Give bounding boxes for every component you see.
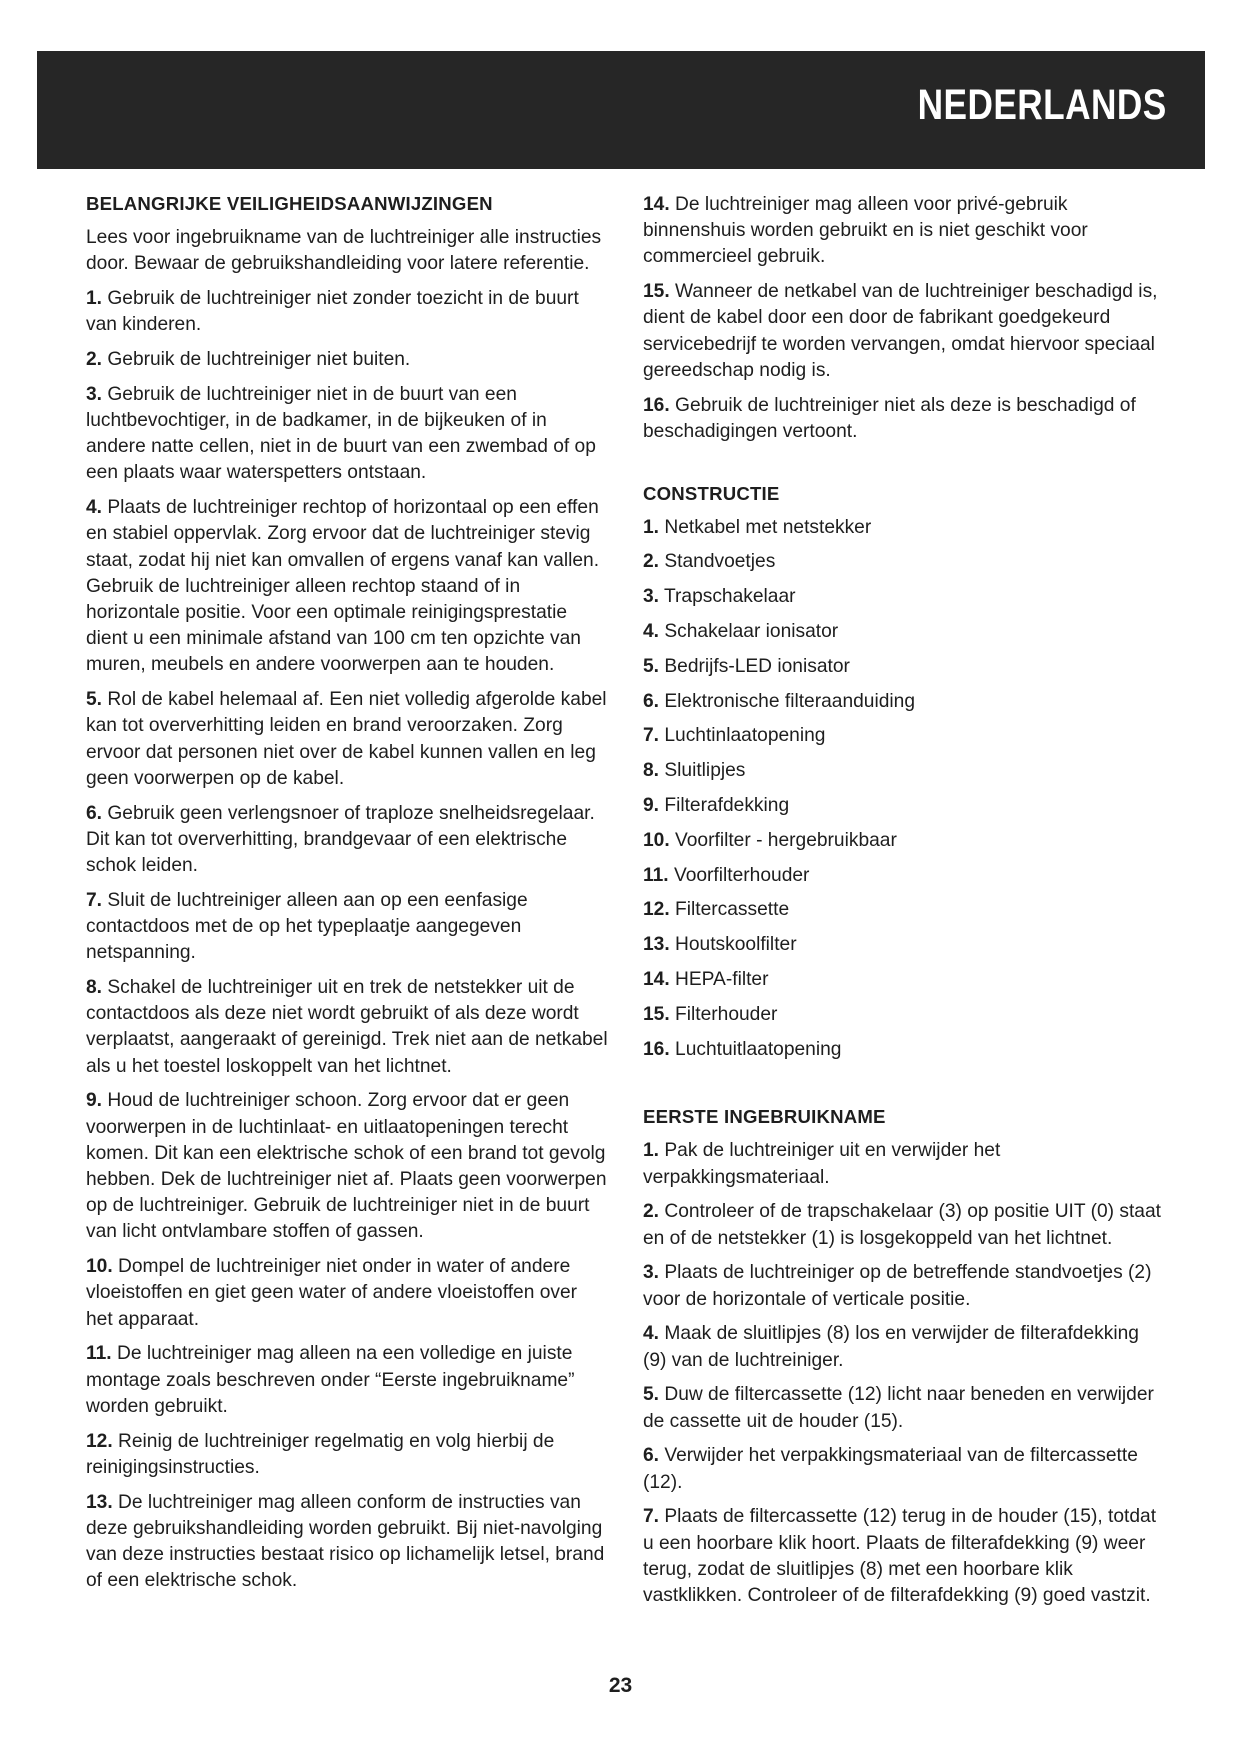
item-text: Gebruik de luchtreiniger niet als deze is beschadigd of beschadigingen vertoont. bbox=[643, 394, 1136, 442]
safety-item bbox=[86, 975, 608, 1080]
item-text: De luchtreiniger mag alleen conform de instructies van deze gebruikshandleiding worden gebruikt. Bij niet-navolging van deze instructies bestaat risico op lichamelijk letsel, brand of een elektrische schok. bbox=[86, 1491, 605, 1592]
safety-item bbox=[86, 382, 608, 487]
item-number: 14. bbox=[643, 968, 670, 990]
item-text: Netkabel met netstekker bbox=[659, 516, 872, 538]
item-number: 8. bbox=[643, 760, 660, 782]
construction-item bbox=[643, 932, 1165, 958]
item-number: 12. bbox=[86, 1430, 113, 1452]
left-column bbox=[86, 192, 608, 1603]
safety-item bbox=[86, 347, 608, 373]
section-spacer bbox=[643, 1071, 1165, 1105]
item-text: Gebruik de luchtreiniger niet zonder toezicht in de buurt van kinderen. bbox=[86, 288, 579, 336]
first-use-item bbox=[643, 1321, 1165, 1373]
construction-item bbox=[643, 758, 1165, 784]
safety-list-part1 bbox=[86, 286, 608, 1594]
item-text: Rol de kabel helemaal af. Een niet volledig afgerolde kabel kan tot oververhitting leiden en brand veroorzaken. Zorg ervoor dat personen niet over de kabel kunnen vallen en leg geen voorwerpen op de kabel. bbox=[86, 689, 607, 789]
item-number: 4. bbox=[643, 1323, 660, 1345]
item-number: 14. bbox=[643, 194, 670, 215]
item-number: 13. bbox=[643, 934, 670, 956]
construction-item bbox=[643, 723, 1165, 749]
construction-item bbox=[643, 515, 1165, 541]
item-text: Standvoetjes bbox=[659, 551, 776, 573]
construction-item bbox=[643, 1037, 1165, 1063]
item-text: Voorfilter - hergebruikbaar bbox=[669, 829, 897, 851]
item-text: De luchtreiniger mag alleen na een volledige en juiste montage zoals beschreven onder “Eerste ingebruikname” worden gebruikt. bbox=[86, 1343, 575, 1417]
safety-item bbox=[86, 801, 608, 880]
item-text: Gebruik de luchtreiniger niet in de buurt van een luchtbevochtiger, in de badkamer, in de bijkeuken of in andere natte cellen, niet in de buurt van een zwembad of op een plaats waar waterspetters ontstaan. bbox=[86, 383, 596, 484]
item-text: Elektronische filteraanduiding bbox=[659, 690, 916, 712]
section-spacer bbox=[643, 454, 1165, 482]
item-text: HEPA-filter bbox=[669, 968, 769, 990]
item-text: Controleer of de trapschakelaar (3) op positie UIT (0) staat en of de netstekker (1) is losgekoppeld van het lichtnet. bbox=[643, 1201, 1161, 1249]
item-number: 1. bbox=[643, 1140, 660, 1162]
item-number: 9. bbox=[643, 794, 660, 816]
item-number: 11. bbox=[643, 864, 669, 886]
item-text: Filterhouder bbox=[669, 1003, 778, 1025]
safety-item bbox=[86, 1088, 608, 1245]
item-number: 5. bbox=[643, 655, 660, 677]
item-number: 3. bbox=[643, 586, 660, 608]
item-number: 1. bbox=[643, 516, 660, 538]
item-number: 6. bbox=[643, 1445, 660, 1467]
safety-item bbox=[86, 495, 608, 678]
item-number: 13. bbox=[86, 1491, 113, 1513]
item-number: 16. bbox=[643, 1038, 670, 1060]
item-text: Voorfilterhouder bbox=[668, 864, 810, 886]
item-number: 2. bbox=[86, 349, 103, 370]
construction-item bbox=[643, 793, 1165, 819]
item-text: Trapschakelaar bbox=[659, 586, 796, 608]
item-text: Bedrijfs-LED ionisator bbox=[659, 655, 850, 677]
item-text: Plaats de luchtreiniger rechtop of horizontaal op een effen en stabiel oppervlak. Zorg ervoor dat de luchtreiniger stevig staat, zodat hij niet kan omvallen of ergens vanaf kan vallen. Gebruik de luchtreiniger alleen rechtop staand of in horizontale positie. Voor een optimale reinigingsprestatie dient u een minimale afstand van 100 cm ten opzichte van muren, meubels en andere voorwerpen aan te houden. bbox=[86, 497, 600, 676]
safety-item bbox=[86, 1429, 608, 1481]
safety-item bbox=[86, 1490, 608, 1595]
item-text: Gebruik geen verlengsnoer of traploze snelheidsregelaar. Dit kan tot oververhitting, brandgevaar of een elektrische schok leiden. bbox=[86, 802, 595, 877]
construction-item bbox=[643, 654, 1165, 680]
item-text: Pak de luchtreiniger uit en verwijder het verpakkingsmateriaal. bbox=[643, 1140, 1001, 1188]
item-text: Houtskoolfilter bbox=[669, 934, 797, 956]
first-use-item bbox=[643, 1443, 1165, 1495]
construction-item bbox=[643, 967, 1165, 993]
right-column bbox=[643, 192, 1165, 1618]
first-use-list bbox=[643, 1138, 1165, 1609]
item-number: 15. bbox=[643, 1003, 670, 1025]
construction-item bbox=[643, 897, 1165, 923]
safety-item bbox=[86, 888, 608, 967]
item-text: Gebruik de luchtreiniger niet buiten. bbox=[102, 349, 411, 370]
item-text: Luchtuitlaatopening bbox=[669, 1038, 842, 1060]
item-text: Luchtinlaatopening bbox=[659, 725, 826, 747]
language-header-bar bbox=[37, 51, 1205, 169]
construction-list bbox=[643, 515, 1165, 1063]
safety-item bbox=[86, 687, 608, 792]
item-number: 3. bbox=[86, 383, 103, 405]
construction-item bbox=[643, 584, 1165, 610]
item-number: 4. bbox=[86, 497, 103, 519]
item-number: 9. bbox=[86, 1090, 103, 1112]
item-number: 12. bbox=[643, 899, 670, 921]
first-use-item bbox=[643, 1138, 1165, 1190]
item-text: Schakelaar ionisator bbox=[659, 621, 839, 642]
item-number: 8. bbox=[86, 977, 103, 999]
item-text: Maak de sluitlipjes (8) los en verwijder de filterafdekking (9) van de luchtreiniger. bbox=[643, 1323, 1139, 1371]
item-text: Schakel de luchtreiniger uit en trek de netstekker uit de contactdoos als deze niet wordt gebruikt of als deze wordt verplaatst, aangeraakt of gereinigd. Trek niet aan de netkabel als u het toestel loskoppelt van het lichtnet. bbox=[86, 977, 608, 1077]
item-text: Plaats de filtercassette (12) terug in de houder (15), totdat u een hoorbare klik hoort. Plaats de filterafdekking (9) weer terug, zodat de sluitlipjes (8) met een hoorbare klik vastklikken. Controleer of de filterafdekking (9) goed vastzit. bbox=[643, 1506, 1157, 1606]
safety-item bbox=[643, 192, 1165, 271]
item-number: 5. bbox=[643, 1384, 660, 1406]
safety-intro: Lees voor ingebruikname van de luchtreiniger alle instructies door. Bewaar de gebruikshandleiding voor latere referentie. bbox=[86, 227, 602, 275]
item-text: Plaats de luchtreiniger op de betreffende standvoetjes (2) voor de horizontale of verticale positie. bbox=[643, 1262, 1152, 1310]
item-number: 1. bbox=[86, 288, 103, 309]
item-number: 15. bbox=[643, 281, 670, 303]
safety-list-part2 bbox=[643, 192, 1165, 445]
first-use-item bbox=[643, 1260, 1165, 1312]
item-number: 7. bbox=[643, 725, 660, 747]
item-number: 4. bbox=[643, 621, 660, 642]
item-text: Verwijder het verpakkingsmateriaal van de filtercassette (12). bbox=[643, 1445, 1138, 1493]
item-text: Houd de luchtreiniger schoon. Zorg ervoor dat er geen voorwerpen in de luchtinlaat- en uitlaatopeningen terecht komen. Dit kan een elektrische schok of een brand tot gevolg hebben. Dek de luchtreiniger niet af. Plaats geen voorwerpen op de luchtreiniger. Gebruik de luchtreiniger niet in de buurt van licht ontvlambare stoffen of gassen. bbox=[86, 1090, 607, 1243]
item-number: 6. bbox=[86, 802, 103, 824]
item-number: 10. bbox=[643, 829, 670, 851]
item-number: 7. bbox=[86, 889, 103, 911]
safety-item bbox=[643, 393, 1165, 445]
item-number: 3. bbox=[643, 1262, 660, 1284]
safety-item bbox=[643, 279, 1165, 384]
first-use-item bbox=[643, 1382, 1165, 1434]
safety-item bbox=[86, 286, 608, 338]
construction-item bbox=[643, 619, 1165, 645]
item-number: 7. bbox=[643, 1506, 660, 1528]
language-title: NEDERLANDS bbox=[918, 81, 1167, 129]
item-text: Filtercassette bbox=[669, 899, 790, 921]
safety-item bbox=[86, 1341, 608, 1420]
construction-item bbox=[643, 549, 1165, 575]
item-text: Sluit de luchtreiniger alleen aan op een eenfasige contactdoos met de op het typeplaatje aangegeven netspanning. bbox=[86, 889, 528, 964]
item-text: Reinig de luchtreiniger regelmatig en volg hierbij de reinigingsinstructies. bbox=[86, 1430, 555, 1478]
item-number: 2. bbox=[643, 1201, 660, 1223]
item-text: Sluitlipjes bbox=[659, 760, 746, 782]
construction-item bbox=[643, 1002, 1165, 1028]
item-text: Wanneer de netkabel van de luchtreiniger beschadigd is, dient de kabel door een door de fabrikant goedgekeurd servicebedrijf te worden vervangen, omdat hiervoor speciaal gereedschap nodig is. bbox=[643, 281, 1158, 381]
item-number: 2. bbox=[643, 551, 660, 573]
first-use-heading: EERSTE INGEBRUIKNAME bbox=[643, 1106, 886, 1128]
page-number: 23 bbox=[608, 1674, 633, 1697]
construction-item bbox=[643, 863, 1165, 889]
safety-heading: BELANGRIJKE VEILIGHEIDSAANWIJZINGEN bbox=[86, 193, 493, 214]
item-number: 10. bbox=[86, 1256, 113, 1278]
item-number: 5. bbox=[86, 689, 103, 711]
first-use-item bbox=[643, 1199, 1165, 1251]
construction-item bbox=[643, 689, 1165, 715]
item-text: Filterafdekking bbox=[659, 794, 790, 816]
safety-item bbox=[86, 1254, 608, 1333]
item-text: De luchtreiniger mag alleen voor privé-gebruik binnenshuis worden gebruikt en is niet geschikt voor commercieel gebruik. bbox=[643, 194, 1088, 268]
item-number: 6. bbox=[643, 690, 660, 712]
construction-item bbox=[643, 828, 1165, 854]
item-text: Dompel de luchtreiniger niet onder in water of andere vloeistoffen en giet geen water of andere vloeistoffen over het apparaat. bbox=[86, 1256, 578, 1330]
item-number: 11. bbox=[86, 1343, 112, 1365]
item-text: Duw de filtercassette (12) licht naar beneden en verwijder de cassette uit de houder (15). bbox=[643, 1384, 1154, 1432]
first-use-item bbox=[643, 1504, 1165, 1609]
construction-heading: CONSTRUCTIE bbox=[643, 482, 780, 504]
item-number: 16. bbox=[643, 394, 670, 416]
